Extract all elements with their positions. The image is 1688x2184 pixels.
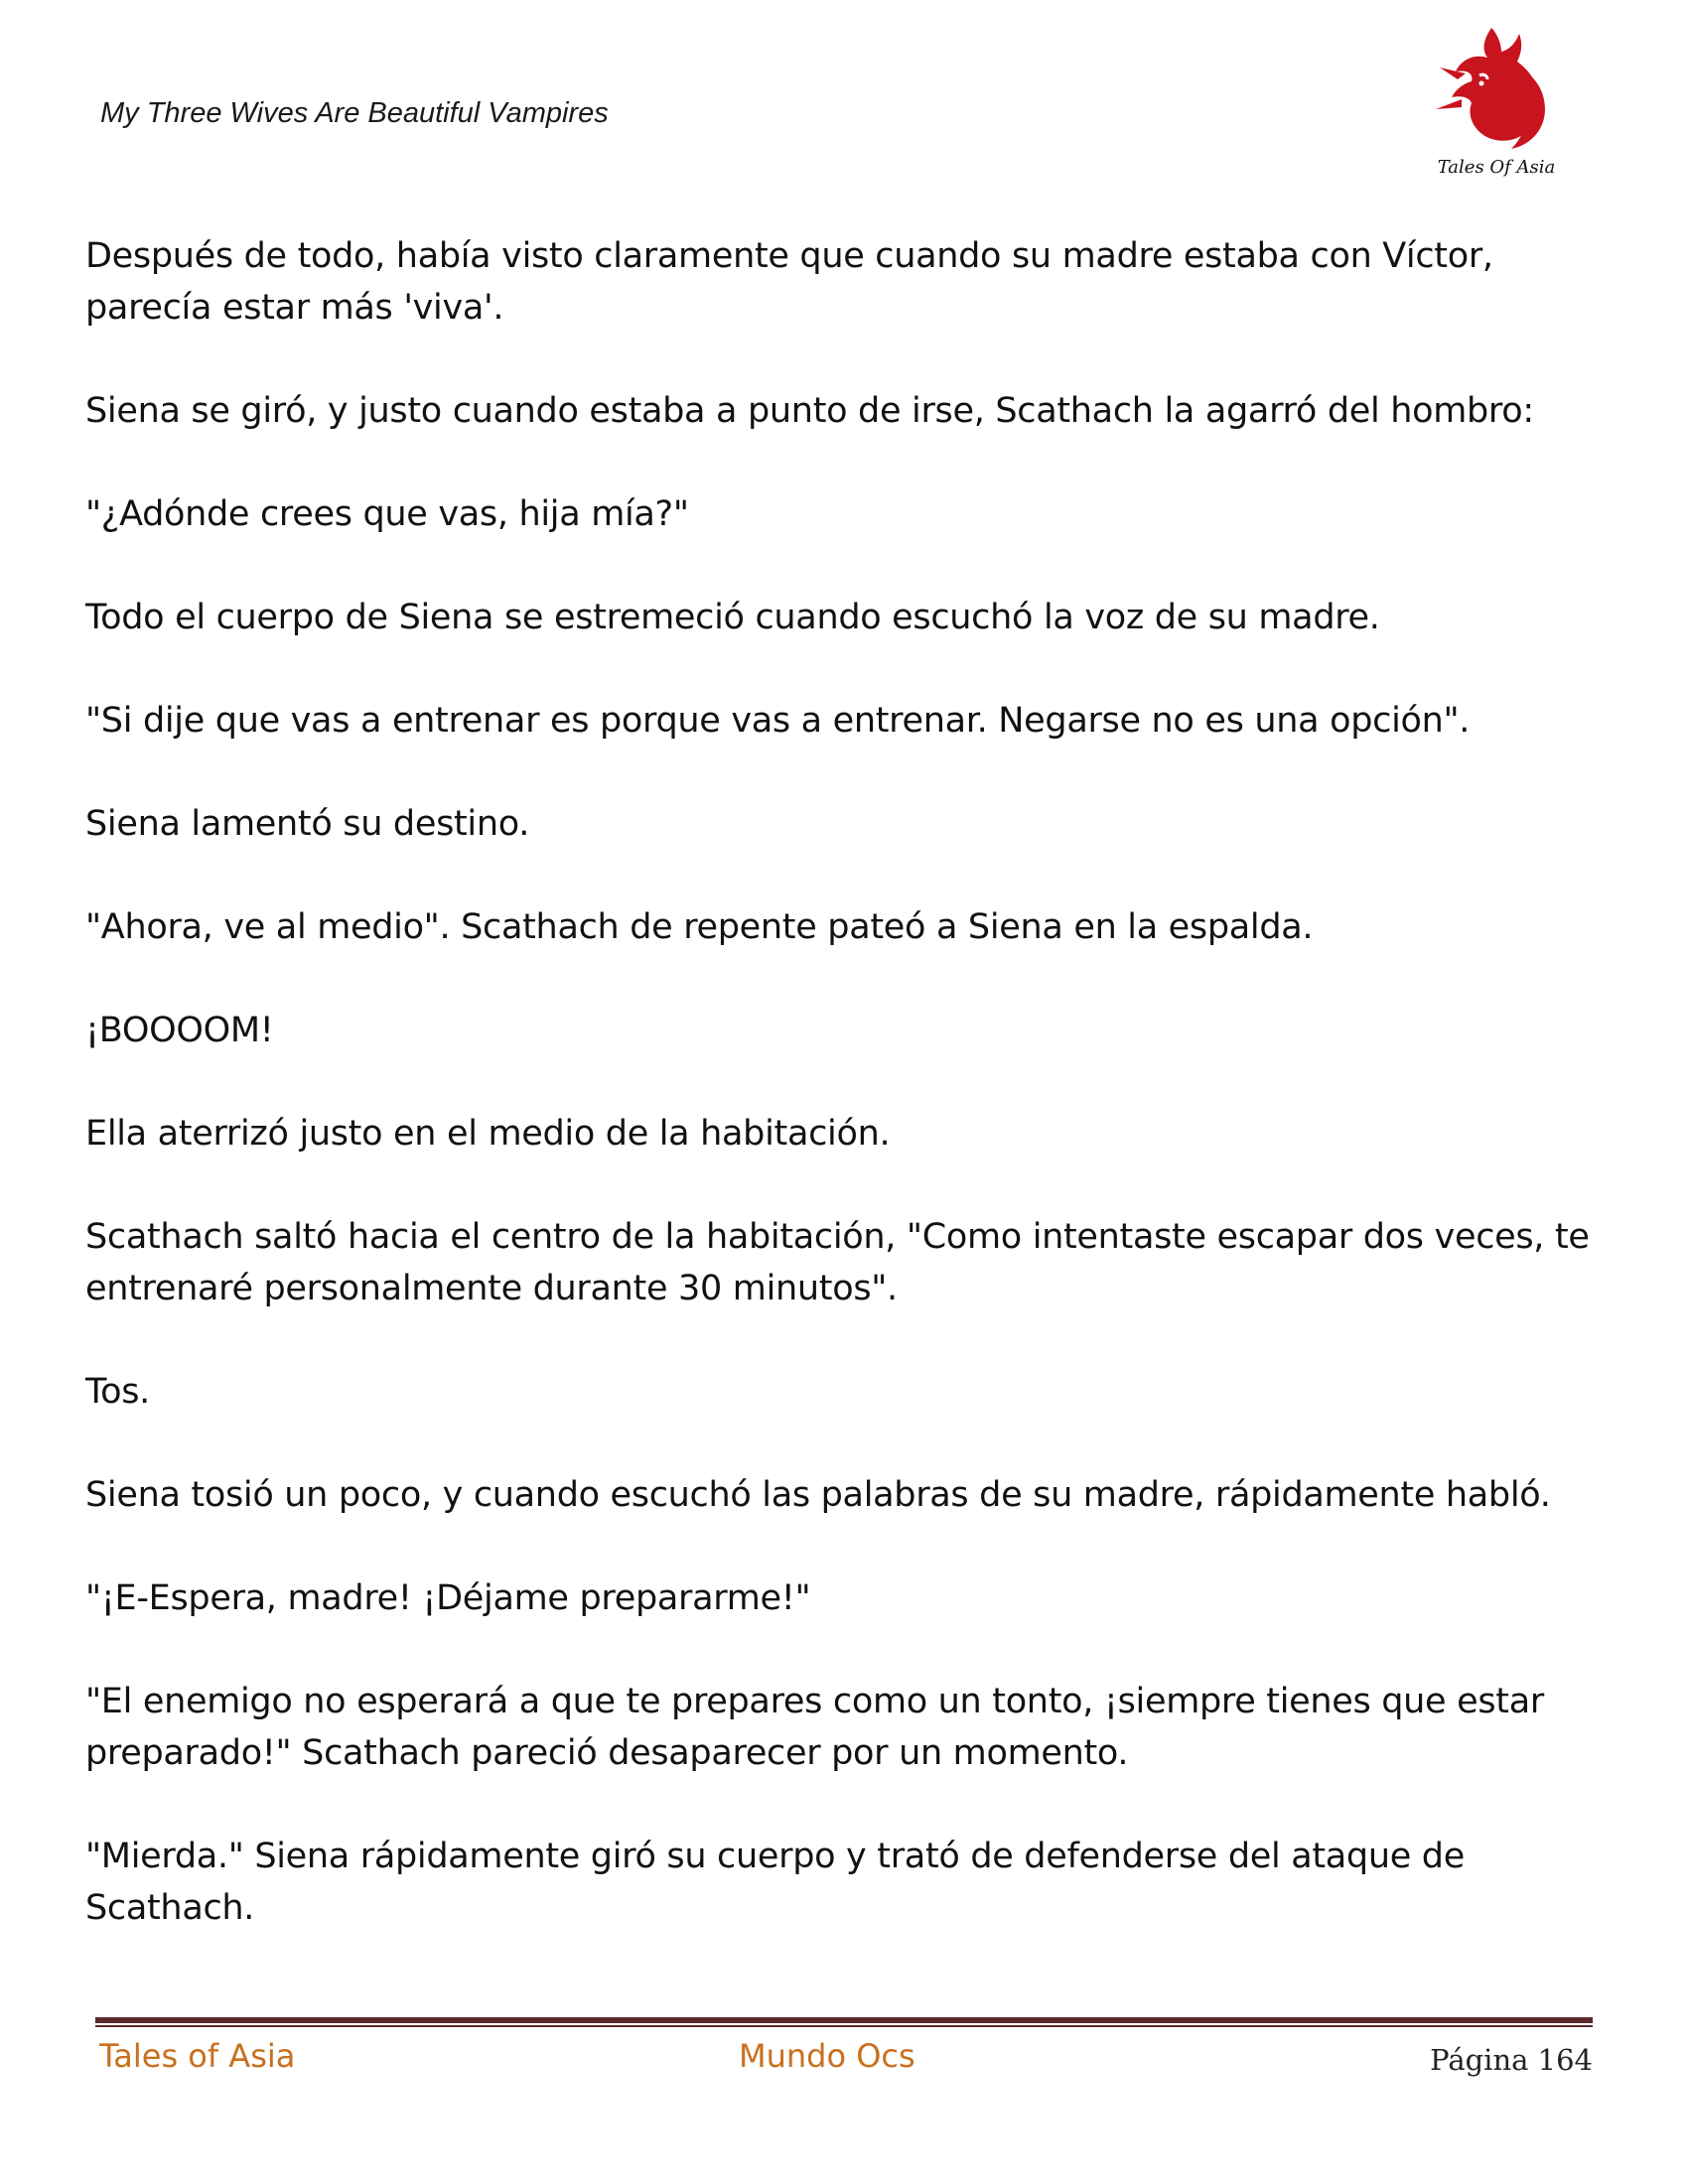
paragraph: Siena se giró, y justo cuando estaba a punto de irse, Scathach la agarró del hombro: bbox=[85, 391, 1534, 431]
paragraph: "El enemigo no esperará a que te prepares como un tonto, ¡siempre tienes que estar preparado!" Scathach pareció desaparecer por un momento. bbox=[85, 1682, 1544, 1773]
page-number: Página 164 bbox=[1430, 2043, 1593, 2077]
paragraph: "Ahora, ve al medio". Scathach de repente pateó a Siena en la espalda. bbox=[85, 907, 1314, 947]
footer-divider-thin bbox=[95, 2025, 1593, 2027]
paragraph: Scathach saltó hacia el centro de la habitación, "Como intentaste escapar dos veces, te entrenaré personalmente durante 30 minutos". bbox=[85, 1217, 1590, 1308]
paragraph: Tos. bbox=[85, 1372, 151, 1412]
logo-text: Tales Of Asia bbox=[1437, 157, 1556, 178]
publisher-logo bbox=[1422, 18, 1571, 187]
paragraph: Siena tosió un poco, y cuando escuchó las palabras de su madre, rápidamente habló. bbox=[85, 1475, 1551, 1515]
paragraph: "Si dije que vas a entrenar es porque vas a entrenar. Negarse no es una opción". bbox=[85, 701, 1471, 741]
paragraph: Ella aterrizó justo en el medio de la habitación. bbox=[85, 1114, 891, 1154]
paragraph: Después de todo, había visto claramente que cuando su madre estaba con Víctor, parecía estar más 'viva'. bbox=[85, 236, 1493, 328]
paragraph: "¿Adónde crees que vas, hija mía?" bbox=[85, 494, 689, 534]
paragraph: Siena lamentó su destino. bbox=[85, 804, 530, 844]
footer-publisher: Tales of Asia bbox=[99, 2037, 296, 2075]
footer-section: Mundo Ocs bbox=[739, 2037, 915, 2075]
book-title: My Three Wives Are Beautiful Vampires bbox=[100, 97, 609, 129]
footer-divider-thick bbox=[95, 2017, 1593, 2023]
page-body bbox=[85, 230, 1595, 1985]
paragraph: "¡E-Espera, madre! ¡Déjame prepararme!" bbox=[85, 1578, 811, 1618]
footer-divider bbox=[95, 2017, 1593, 2027]
paragraph: Todo el cuerpo de Siena se estremeció cuando escuchó la voz de su madre. bbox=[85, 598, 1380, 637]
paragraph: "Mierda." Siena rápidamente giró su cuerpo y trató de defenderse del ataque de Scathach. bbox=[85, 1837, 1465, 1928]
paragraph: ¡BOOOOM! bbox=[85, 1011, 274, 1050]
